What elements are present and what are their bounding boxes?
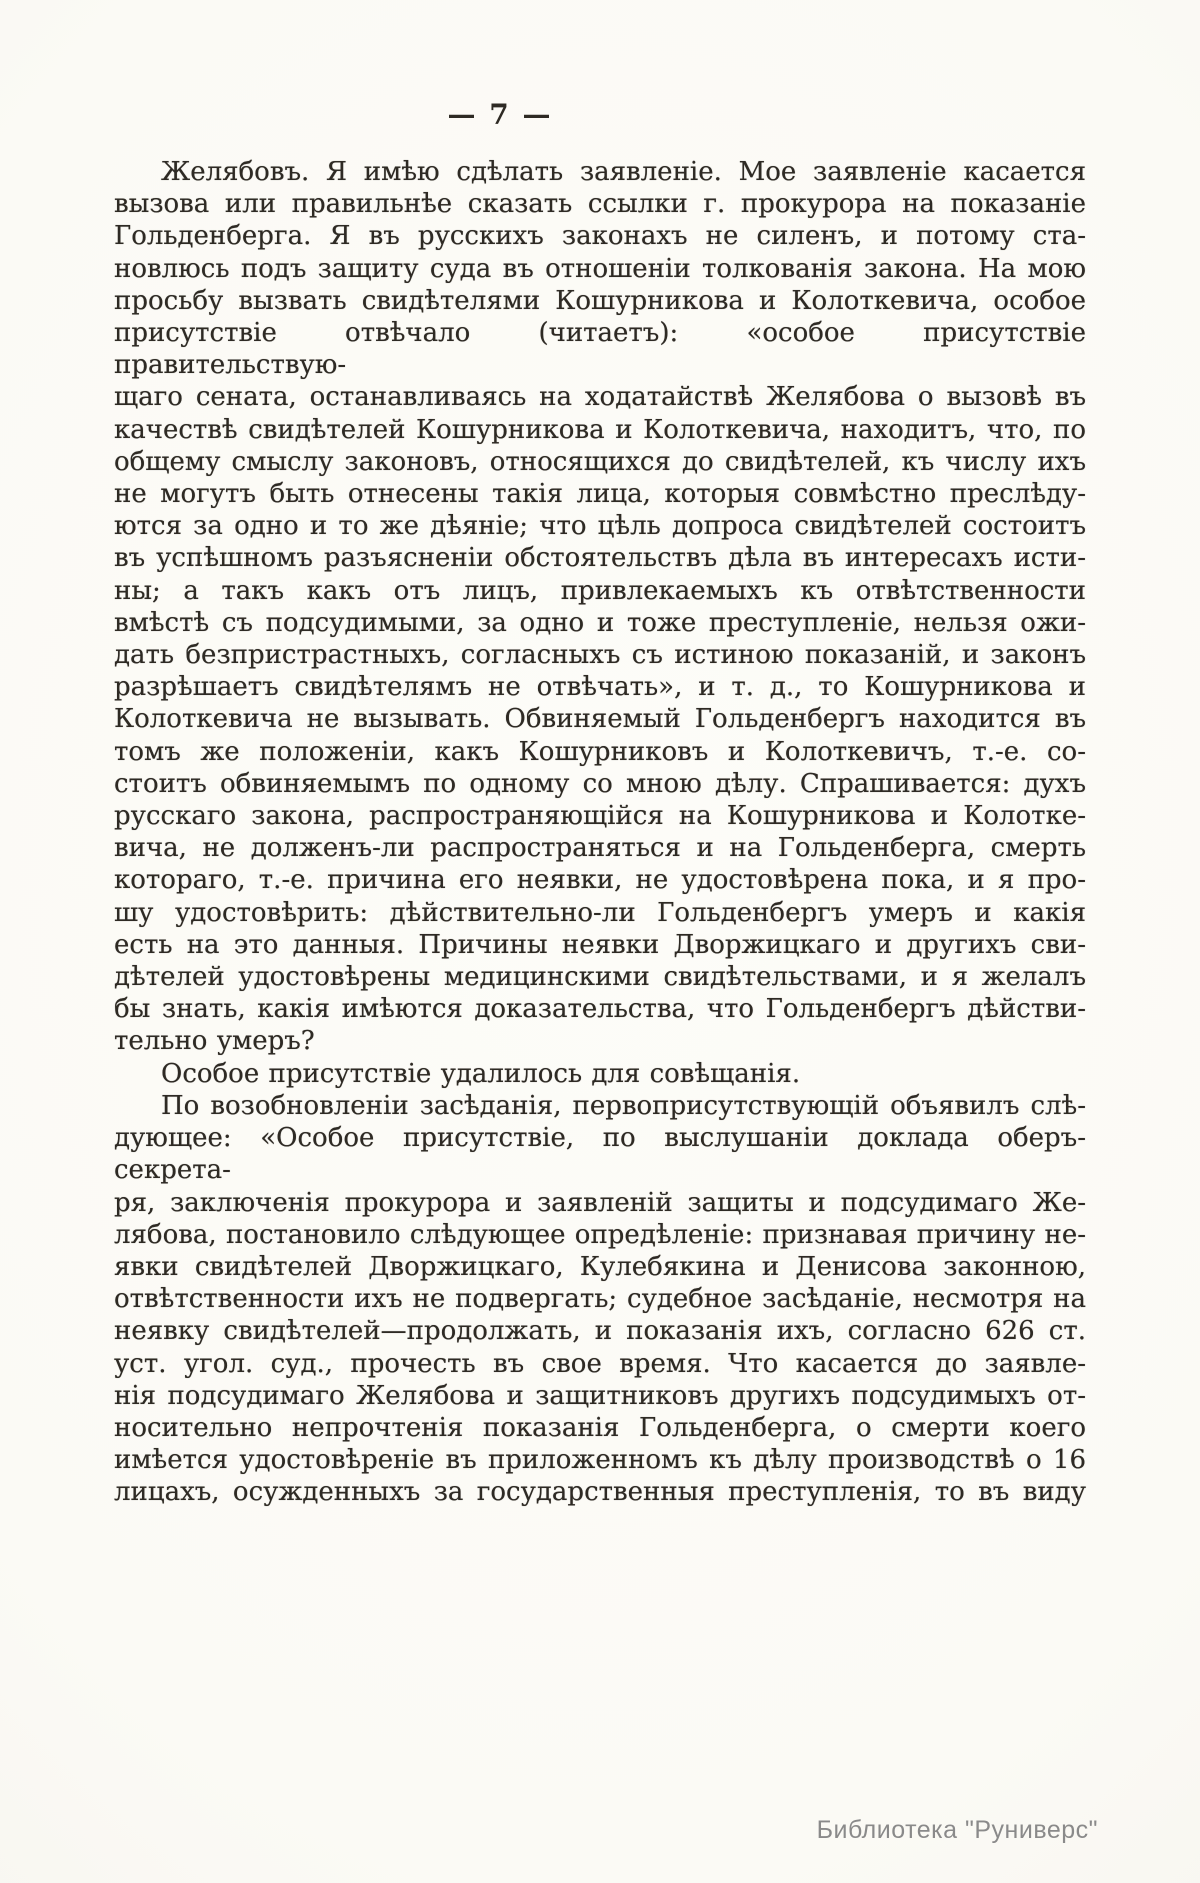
text-line: вызова или правильнѣе сказать ссылки г. прокурора на показаніе: [114, 189, 1086, 220]
text-line: общему смыслу законовъ, относящихся до свидѣтелей, къ числу ихъ: [114, 446, 1086, 477]
library-watermark: Библиотека "Руниверс": [816, 1816, 1098, 1844]
page-number: — 7 —: [447, 98, 553, 131]
text-line: новлюсь подъ защиту суда въ отношеніи толкованія закона. На мою: [114, 253, 1086, 284]
text-line: бы знать, какія имѣются доказательства, что Гольденбергъ дѣйстви-: [114, 994, 1086, 1025]
text-line: дѣтелей удостовѣрены медицинскими свидѣтельствами, и я желалъ: [114, 962, 1086, 993]
text-line: ны; а такъ какъ отъ лицъ, привлекаемыхъ къ отвѣтственности: [114, 575, 1086, 606]
text-line: Гольденберга. Я въ русскихъ законахъ не силенъ, и потому ста-: [114, 221, 1086, 252]
paragraph: [114, 1090, 1086, 1509]
text-line: уст. угол. суд., прочесть въ свое время. Что касается до заявле-: [114, 1348, 1086, 1379]
text-line: качествѣ свидѣтелей Кошурникова и Колоткевича, находитъ, что, по: [114, 414, 1086, 445]
text-line: Особое присутствіе удалилось для совѣщанія.: [161, 1058, 801, 1089]
text-line: стоитъ обвиняемымъ по одному со мною дѣлу. Спрашивается: духъ: [114, 768, 1086, 799]
text-line: присутствіе отвѣчало (читаетъ): «особое присутствіе правительствую-: [114, 318, 1086, 381]
text-line: дующее: «Особое присутствіе, по выслушаніи доклада оберъ-секрета-: [114, 1123, 1086, 1186]
text-line: шу удостовѣрить: дѣйствительно-ли Гольденбергъ умеръ и какія: [114, 897, 1086, 928]
text-line: есть на это данныя. Причины неявки Дворжицкаго и другихъ сви-: [114, 929, 1086, 960]
text-line: тельно умеръ?: [114, 1026, 315, 1057]
text-block: [114, 156, 1086, 1509]
text-line: Желябовъ. Я имѣю сдѣлать заявленіе. Мое заявленіе касается: [161, 157, 1086, 187]
text-line: носительно непрочтенія показанія Гольденберга, о смерти коего: [114, 1412, 1086, 1443]
text-line: вмѣстѣ съ подсудимыми, за одно и тоже преступленіе, нельзя ожи-: [114, 607, 1086, 638]
text-line: разрѣшаетъ свидѣтелямъ не отвѣчать», и т. д., то Кошурникова и: [114, 672, 1086, 703]
text-line: имѣется удостовѣреніе въ приложенномъ къ дѣлу производствѣ о 16: [114, 1445, 1086, 1476]
text-line: русскаго закона, распространяющійся на Кошурникова и Колотке-: [114, 801, 1086, 832]
text-line: явки свидѣтелей Дворжицкаго, Кулебякина и Денисова законною,: [114, 1251, 1086, 1282]
text-line: лицахъ, осужденныхъ за государственныя преступленія, то въ виду: [114, 1477, 1086, 1508]
text-line: въ успѣшномъ разъясненіи обстоятельствъ дѣла въ интересахъ исти-: [114, 543, 1086, 574]
text-line: не могутъ быть отнесены такія лица, которыя совмѣстно преслѣду-: [114, 479, 1086, 510]
text-line: Колоткевича не вызывать. Обвиняемый Гольденбергъ находится въ: [114, 704, 1086, 735]
text-line: отвѣтственности ихъ не подвергать; судебное засѣданіе, несмотря на: [114, 1284, 1086, 1315]
paragraph: [114, 1058, 1086, 1090]
text-line: томъ же положеніи, какъ Кошурниковъ и Колоткевичъ, т.-е. со-: [114, 736, 1086, 767]
paragraph: [114, 156, 1086, 1058]
text-line: неявку свидѣтелей—продолжать, и показанія ихъ, согласно 626 ст.: [114, 1316, 1086, 1347]
text-line: По возобновленіи засѣданія, первоприсутствующій объявилъ слѣ-: [161, 1090, 1086, 1121]
text-line: котораго, т.-е. причина его неявки, не удостовѣрена пока, и я про-: [114, 865, 1086, 896]
text-line: лябова, постановило слѣдующее опредѣленіе: признавая причину не-: [114, 1219, 1086, 1250]
text-line: ря, заключенія прокурора и заявленій защиты и подсудимаго Же-: [114, 1187, 1086, 1218]
text-line: ются за одно и то же дѣяніе; что цѣль допроса свидѣтелей состоитъ: [114, 511, 1086, 542]
text-line: дать безпристрастныхъ, согласныхъ съ истиною показаній, и законъ: [114, 640, 1086, 671]
text-line: щаго сената, останавливаясь на ходатайствѣ Желябова о вызовѣ въ: [114, 382, 1086, 413]
text-line: просьбу вызвать свидѣтелями Кошурникова и Колоткевича, особое: [114, 285, 1086, 316]
text-line: нія подсудимаго Желябова и защитниковъ другихъ подсудимыхъ от-: [114, 1380, 1086, 1411]
text-line: вича, не долженъ-ли распространяться и на Гольденберга, смерть: [114, 833, 1086, 864]
